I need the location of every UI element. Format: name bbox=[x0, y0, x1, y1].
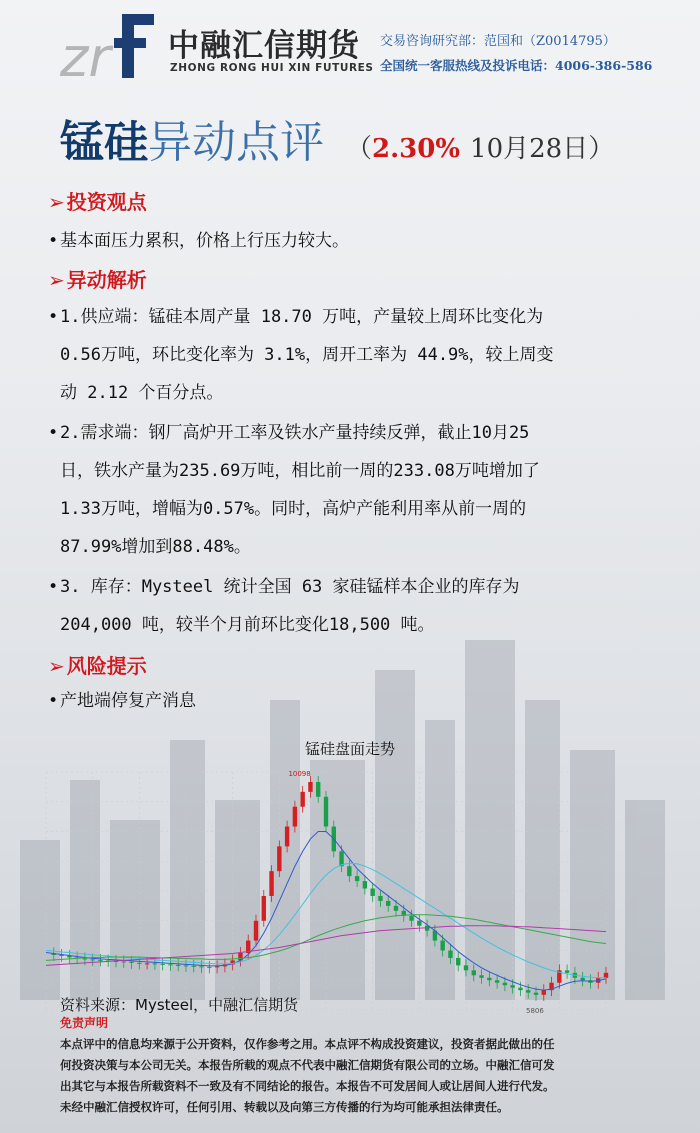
title-date: 10月28日） bbox=[470, 134, 615, 164]
disclaimer-title: 免责声明 bbox=[60, 1016, 109, 1030]
data-source: 资料来源：Mysteel，中融汇信期货 bbox=[60, 996, 299, 1014]
candle-body bbox=[347, 866, 351, 876]
candle-body bbox=[495, 980, 499, 982]
candle-body bbox=[153, 963, 157, 964]
candle-body bbox=[262, 896, 266, 921]
change-percent: 2.30% bbox=[372, 134, 461, 164]
candle-body bbox=[472, 970, 476, 975]
candle-body bbox=[129, 962, 133, 963]
candle-body bbox=[254, 921, 258, 941]
candle-body bbox=[487, 978, 491, 980]
bullet-icon: • bbox=[48, 577, 59, 597]
candle-body bbox=[285, 827, 289, 847]
low-price-label: 5806 bbox=[526, 1006, 544, 1015]
risk-text: 产地端停复产消息 bbox=[60, 691, 196, 711]
candle-body bbox=[456, 958, 460, 965]
candle-body bbox=[324, 797, 328, 827]
candle-body bbox=[98, 960, 102, 961]
candle-body bbox=[363, 881, 367, 888]
bullet-icon: • bbox=[48, 423, 59, 443]
section-risk-heading: ➢ 风险提示 bbox=[48, 654, 147, 678]
company-logo-icon bbox=[60, 10, 160, 84]
chart-title: 锰硅盘面走势 bbox=[304, 740, 395, 758]
company-name-en: ZHONG RONG HUI XIN FUTURES bbox=[170, 62, 374, 74]
candle-body bbox=[308, 782, 312, 792]
analysis-item-1: • 1.供应端：锰硅本周产量 18.70 万吨，产量较上周环比变化为 0.56万吨，环比变化率为 3.1%，周开工率为 44.9%，较上周变 动 2.12 个百分点。 bbox=[48, 298, 658, 412]
section-analysis-heading: ➢ 异动解析 bbox=[48, 268, 147, 292]
chart-candles bbox=[52, 776, 609, 1001]
candle-body bbox=[565, 970, 569, 972]
candle-body bbox=[526, 990, 530, 992]
candle-body bbox=[215, 966, 219, 967]
candle-body bbox=[503, 983, 507, 985]
research-contact: 交易咨询研究部：范国和（Z0014795） bbox=[380, 34, 616, 49]
arrow-icon: ➢ bbox=[48, 654, 65, 678]
candle-body bbox=[90, 959, 94, 960]
moving-average-line bbox=[46, 832, 606, 991]
candle-body bbox=[580, 978, 584, 980]
candle-body bbox=[269, 871, 273, 896]
candle-body bbox=[199, 966, 203, 967]
candle-body bbox=[479, 975, 483, 977]
candle-body bbox=[542, 990, 546, 995]
candle-body bbox=[510, 985, 514, 987]
analysis-item-3: • 3. 库存：Mysteel 统计全国 63 家硅锰样本企业的库存为 204,000 吨，较半个月前环比变化18,500 吨。 bbox=[48, 568, 658, 644]
chart-lines bbox=[46, 832, 606, 991]
section-view-heading: ➢ 投资观点 bbox=[48, 190, 147, 214]
candle-body bbox=[277, 846, 281, 871]
candle-body bbox=[440, 941, 444, 951]
disclaimer-text: 本点评中的信息均来源于公开资料，仅作参考之用。本点评不构成投资建议，投资者据此做出的任 何投资决策与本公司无关。本报告所载的观点不代表中融汇信期货有限公司的立场。中融汇信可发 出其它与本报告所载资料不一致及有不同结论的报告。本报告不可发居间人或让居间人进行代发。 未经中融汇信授权许可，任何引用、转载以及向第三方传播的行为均可能承担法律责任。 bbox=[60, 1037, 555, 1114]
candle-body bbox=[300, 792, 304, 807]
candle-body bbox=[534, 993, 538, 995]
candle-body bbox=[448, 951, 452, 958]
candle-body bbox=[464, 965, 468, 970]
bullet-icon: • bbox=[48, 691, 59, 711]
analysis-item-2: • 2.需求端：钢厂高炉开工率及铁水产量持续反弹，截止10月25 日，铁水产量为235.69万吨，相比前一周的233.08万吨增加了 1.33万吨，增幅为0.57%。同时，高炉产能利用率从前一周的 87.99%增加到88.48%。 bbox=[48, 414, 658, 566]
company-name-cn: 中融汇信期货 bbox=[168, 28, 360, 64]
candle-body bbox=[176, 965, 180, 966]
candle-body bbox=[67, 956, 71, 957]
candle-body bbox=[168, 964, 172, 965]
candle-body bbox=[417, 921, 421, 926]
title-subject: 异动点评 bbox=[148, 117, 324, 168]
title-paren: （ bbox=[346, 134, 373, 164]
risk-paragraph bbox=[48, 682, 658, 720]
view-text: 基本面压力累积，价格上行压力较大。 bbox=[60, 231, 349, 251]
hotline: 全国统一客服热线及投诉电话：4006-386-586 bbox=[380, 58, 653, 73]
page-title bbox=[60, 106, 614, 170]
candle-body bbox=[160, 964, 164, 965]
candle-body bbox=[192, 966, 196, 967]
candle-body bbox=[604, 973, 608, 978]
candle-body bbox=[122, 961, 126, 962]
candle-body bbox=[518, 988, 522, 990]
candle-body bbox=[370, 889, 374, 896]
candle-body bbox=[145, 963, 149, 964]
price-chart bbox=[40, 760, 630, 1024]
candle-body bbox=[137, 963, 141, 964]
bullet-icon: • bbox=[48, 231, 59, 251]
view-paragraph bbox=[48, 222, 658, 260]
header bbox=[0, 0, 700, 92]
candle-body bbox=[386, 901, 390, 906]
candle-body bbox=[184, 965, 188, 966]
candle-body bbox=[293, 807, 297, 827]
candle-body bbox=[355, 876, 359, 881]
bullet-icon: • bbox=[48, 307, 59, 327]
high-price-label: 10098 bbox=[288, 770, 311, 779]
product-name: 锰硅 bbox=[60, 117, 148, 168]
candle-body bbox=[316, 782, 320, 797]
svg-text:zr: zr bbox=[60, 26, 111, 84]
candle-body bbox=[83, 958, 87, 959]
arrow-icon: ➢ bbox=[48, 190, 65, 214]
candle-body bbox=[207, 967, 211, 968]
candle-body bbox=[409, 916, 413, 921]
candle-body bbox=[394, 906, 398, 911]
arrow-icon: ➢ bbox=[48, 268, 65, 292]
candle-body bbox=[378, 896, 382, 901]
